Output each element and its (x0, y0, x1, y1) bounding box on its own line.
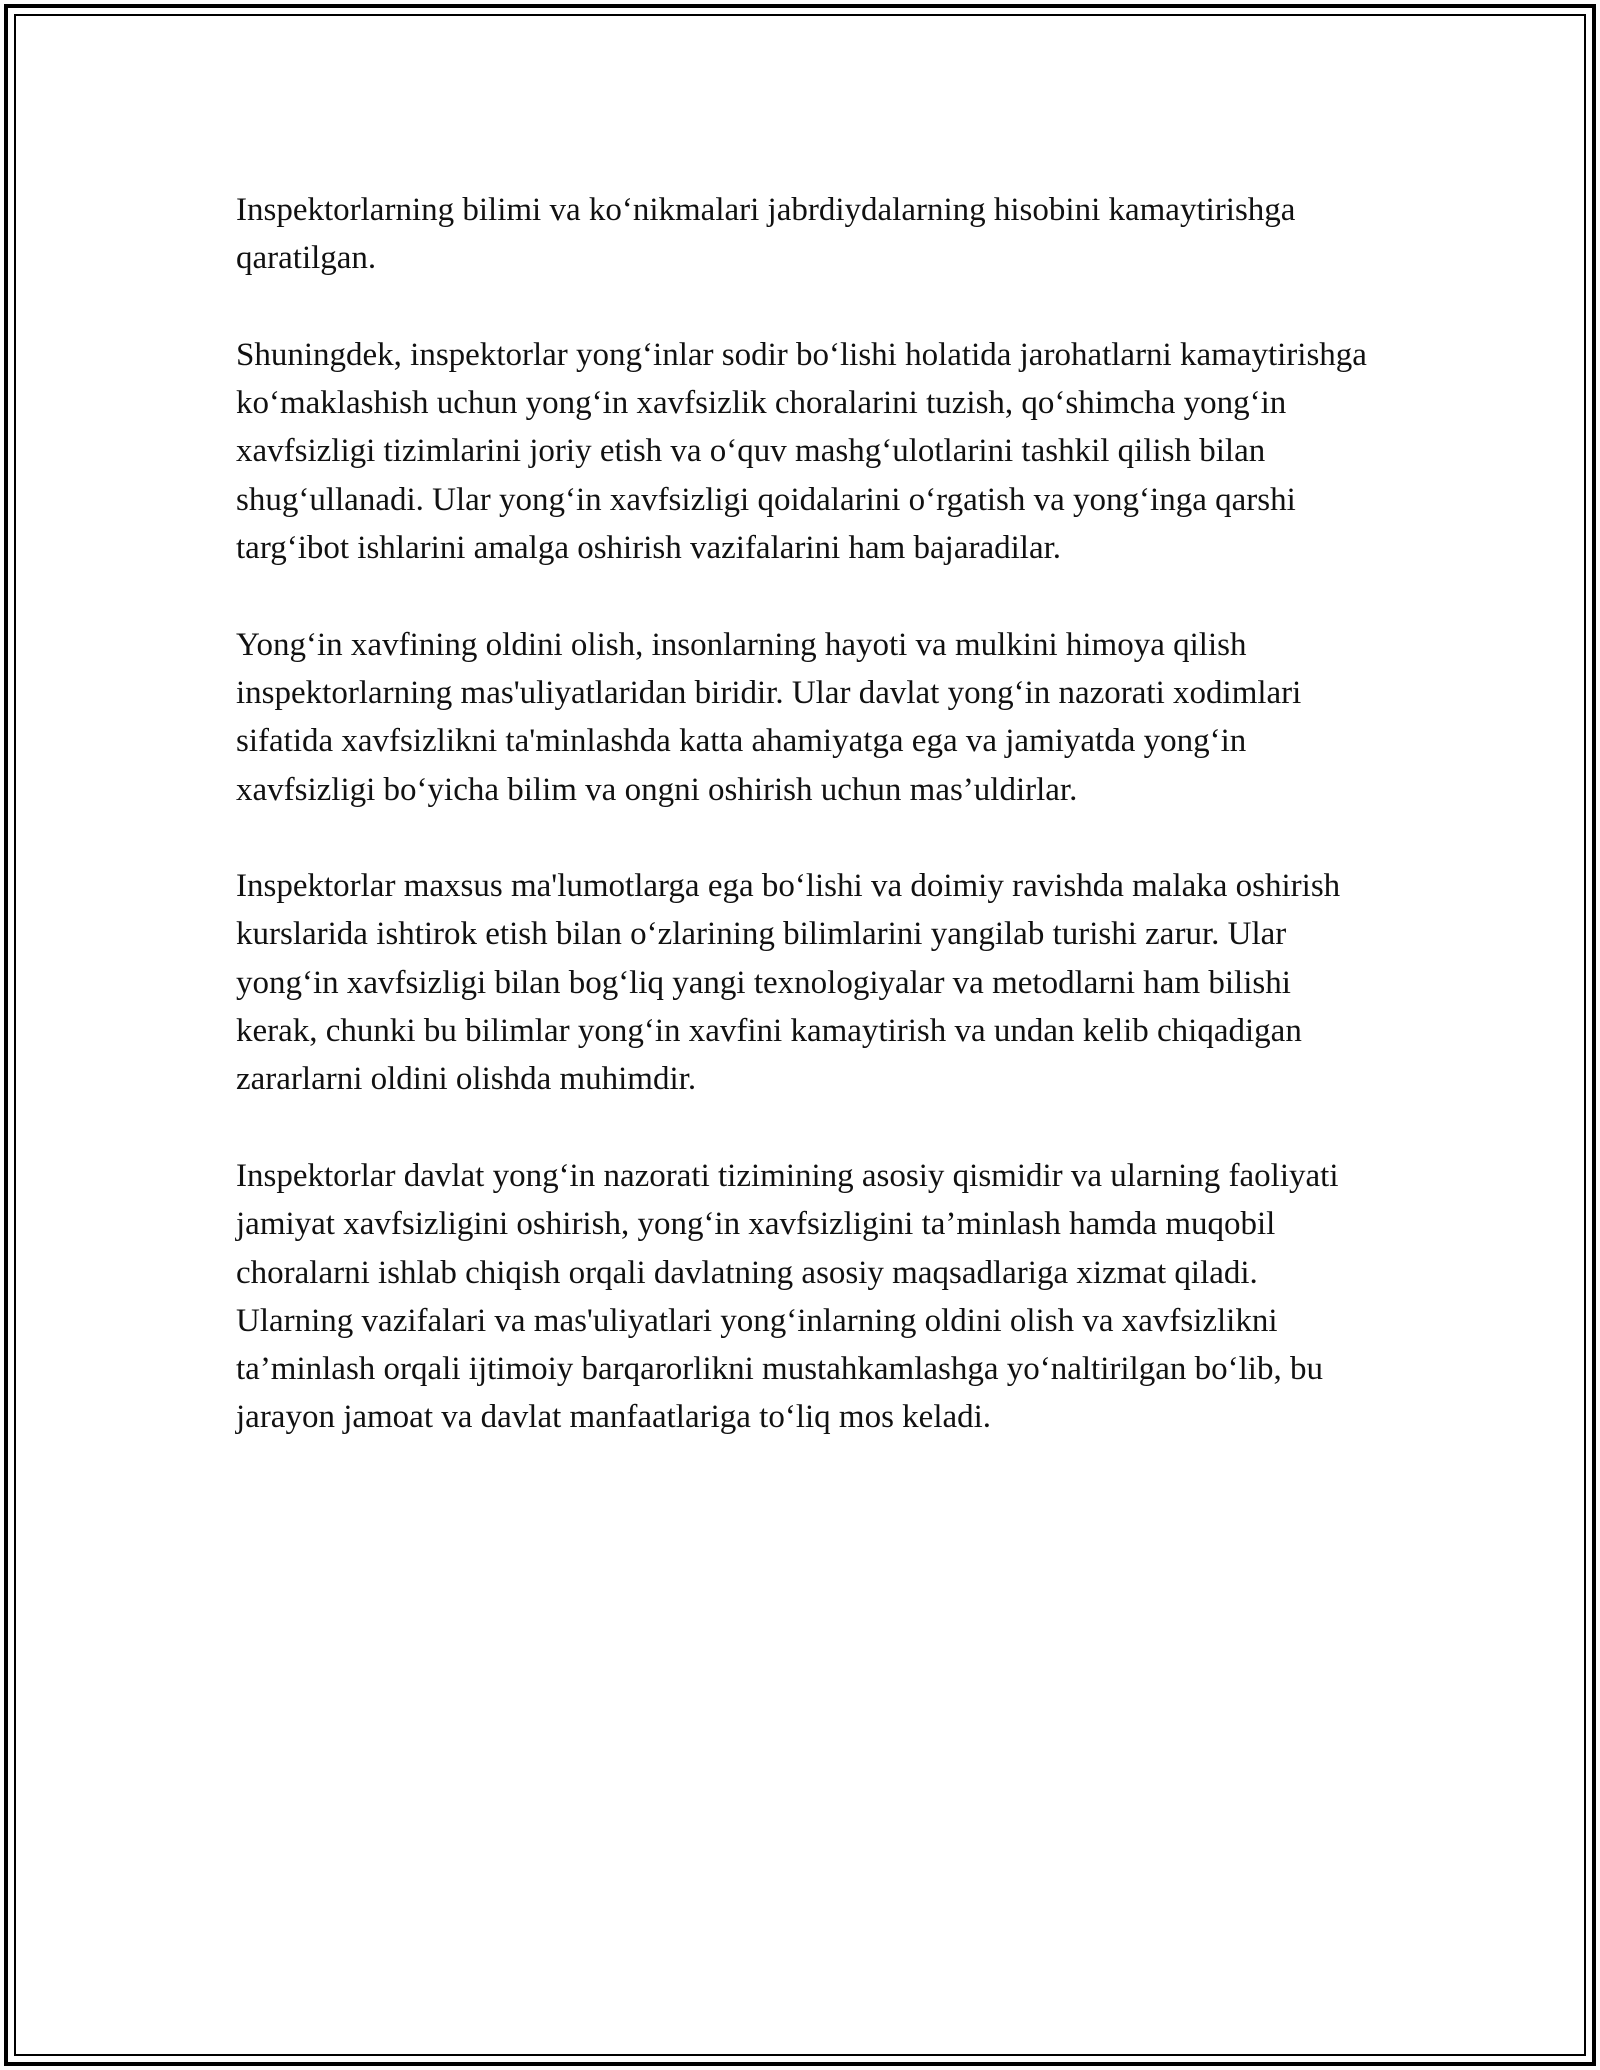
document-body (236, 186, 1376, 1442)
paragraph-5: Inspektorlar davlat yong‘in nazorati tizimining asosiy qismidir va ularning faoliyati jamiyat xavfsizligini oshirish, yong‘in xavfsizligini ta’minlash hamda muqobil choralarni ishlab chiqish orqali davlatning asosiy maqsadlariga xizmat qiladi. Ularning vazifalari va mas'uliyatlari yong‘inlarning oldini olish va xavfsizlikni ta’minlash orqali ijtimoiy barqarorlikni mustahkamlashga yo‘naltirilgan bo‘lib, bu jarayon jamoat va davlat manfaatlariga to‘liq mos keladi. (236, 1157, 1339, 1436)
paragraph-3: Yong‘in xavfining oldini olish, insonlarning hayoti va mulkini himoya qilish inspektorlarning mas'uliyatlaridan biridir. Ular davlat yong‘in nazorati xodimlari sifatida xavfsizlikni ta'minlashda katta ahamiyatga ega va jamiyatda yong‘in xavfsizligi bo‘yicha bilim va ongni oshirish uchun mas’uldirlar. (236, 626, 1302, 808)
paragraph-1: Inspektorlarning bilimi va ko‘nikmalari jabrdiydalarning hisobini kamaytirishga qaratilgan. (236, 192, 1296, 277)
paragraph-4: Inspektorlar maxsus ma'lumotlarga ega bo‘lishi va doimiy ravishda malaka oshirish kurslarida ishtirok etish bilan o‘zlarining bilimlarini yangilab turishi zarur. Ular yong‘in xavfsizligi bilan bog‘liq yangi texnologiyalar va metodlarni ham bilishi kerak, chunki bu bilimlar yong‘in xavfini kamaytirish va undan kelib chiqadigan zararlarni oldini olishda muhimdir. (236, 868, 1341, 1098)
paragraph-2: Shuningdek, inspektorlar yong‘inlar sodir bo‘lishi holatida jarohatlarni kamaytirishga ko‘maklashish uchun yong‘in xavfsizlik choralarini tuzish, qo‘shimcha yong‘in xavfsizligi tizimlarini joriy etish va o‘quv mashg‘ulotlarini tashkil qilish bilan shug‘ullanadi. Ular yong‘in xavfsizligi qoidalarini o‘rgatish va yong‘inga qarshi targ‘ibot ishlarini amalga oshirish vazifalarini ham bajaradilar. (236, 336, 1367, 567)
